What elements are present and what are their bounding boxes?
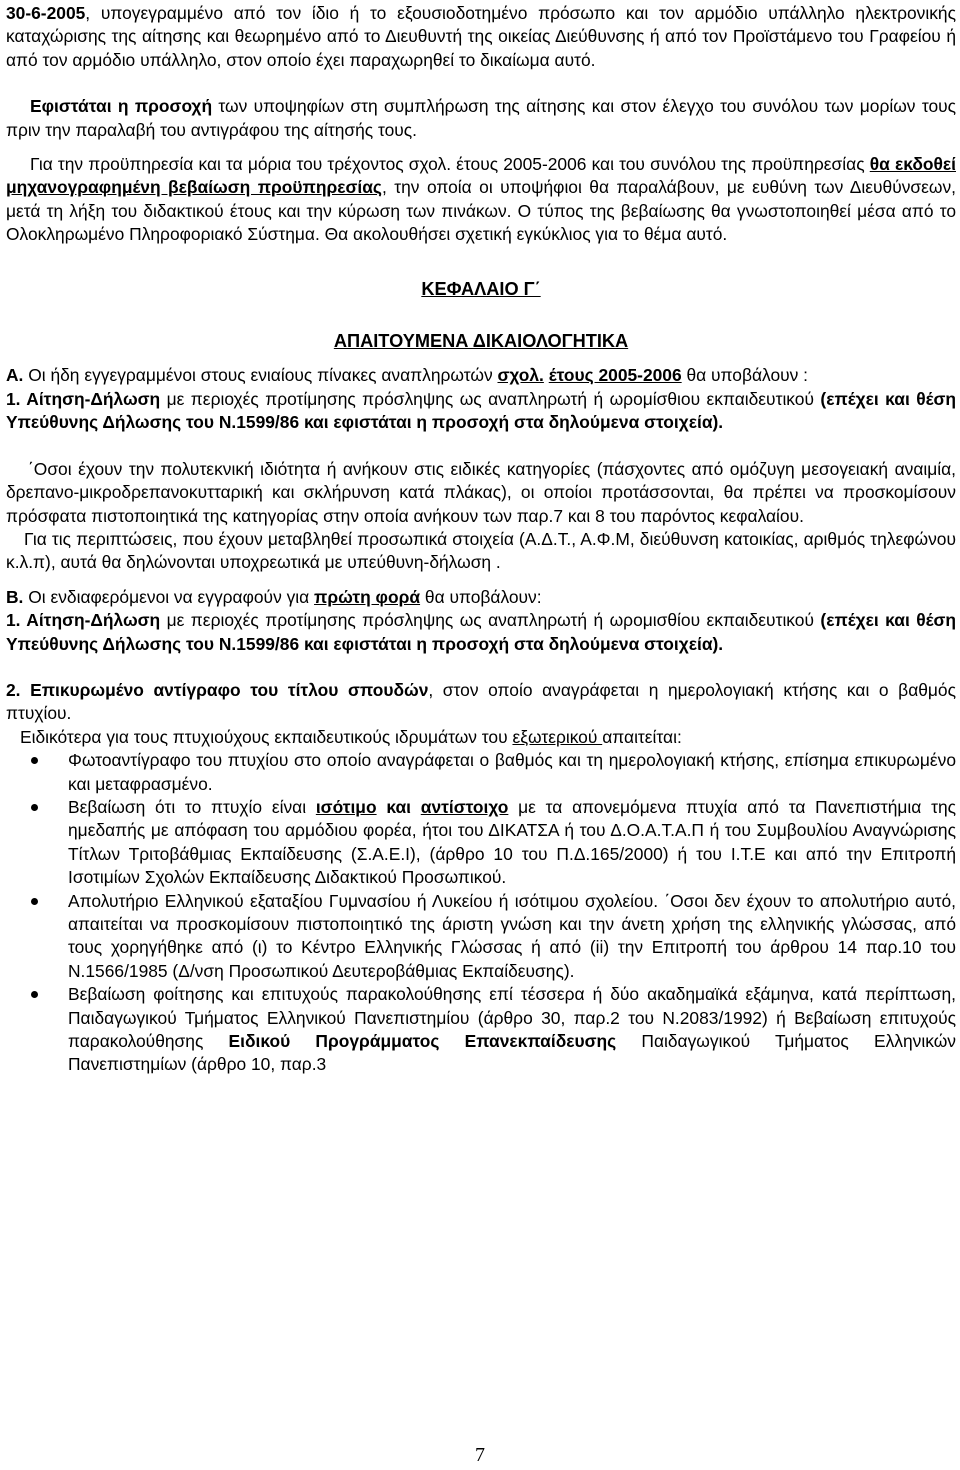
paragraph-submission: 30-6-2005, υπογεγραμμένο από τον ίδιο ή το εξουσιοδοτημένο πρόσωπο και τον αρμόδιο υπάλληλο ηλεκτρονικής καταχώρισης της αίτησης και θεωρημένο από το Διευθυντή της οικείας Διεύθυνσης ή από τον Προϊστάμενο του Γραφείου ή από τον αρμόδιο υπάλληλο, στον οποίο έχει παραχωρηθεί το δικαίωμα αυτό. <box>6 3 956 70</box>
paragraph-foreign-graduates: Ειδικότερα για τους πτυχιούχους εκπαιδευτικούς ιδρυμάτων του εξωτερικού απαιτείται: <box>20 726 682 747</box>
requirements-list <box>6 749 956 1077</box>
paragraph-attention: Εφιστάται η προσοχή των υποψηφίων στη συμπλήρωση της αίτησης και στον έλεγχο του συνόλου των μορίων τους πριν την παραλαβή του αντιγράφου της αίτησής τους. <box>6 96 957 140</box>
paragraph-special-categories: ΄Οσοι έχουν την πολυτεκνική ιδιότητα ή ανήκουν στις ειδικές κατηγορίες (πάσχοντες από ομόζυγη μεσογειακή αναιμία, δρεπανο-μικροδρεπανοκυτταρική και σκλήρυνση κατά πλάκας), οι οποίοι προτάσσονται, θα πρέπει να προσκομίσουν πρόσφατα πιστοποιητικά της κατηγορίας στην οποία ανήκουν των παρ.7 και 8 του παρόντος κεφαλαίου. <box>6 458 956 526</box>
section-b-item-1: 1. Αίτηση-Δήλωση με περιοχές προτίμησης πρόσληψης ως αναπληρωτή ή ωρομισθίου εκπαιδευτικού (επέχει και θέση Υπεύθυνης Δήλωσης του Ν.1599/86 και εφιστάται η προσοχή στα δηλούμενα στοιχεία). <box>6 610 956 654</box>
list-item: Βεβαίωση ότι το πτυχίο είναι ισότιμο και αντίστοιχο με τα απονεμόμενα πτυχία από τα Πανεπιστήμια της ημεδαπής με απόφαση του αρμόδιου φορέα, ήτοι του ΔΙΚΑΤΣΑ ή του Δ.Ο.Α.Τ.Α.Π ή του Συμβουλίου Αναγνώρισης Τίτλων Τριτοβάθμιας Εκπαίδευσης (Σ.Α.Ε.Ι), (άρθρο 10 του Π.Δ.165/2000) ή του Ι.Τ.Ε και από την Επιτροπή Ισοτιμίων Σχολών Εκπαίδευσης Διδακτικού Προσωπικού. <box>6 796 956 890</box>
document-page <box>6 2 956 1077</box>
section-a-intro: Α. Οι ήδη εγγεγραμμένοι στους ενιαίους πίνακες αναπληρωτών σχολ. έτους 2005-2006 θα υποβάλουν : <box>6 365 809 386</box>
paragraph-service-record: Για την προϋπηρεσία και τα μόρια του τρέχοντος σχολ. έτους 2005-2006 και του συνόλου της προϋπηρεσίας θα εκδοθεί μηχανογραφημένη βεβαίωση προϋπηρεσίας, την οποία οι υποψήφιοι θα παραλάβουν, με ευθύνη των Διευθύνσεων, μετά τη λήξη του διδακτικού έτους και την κύρωση των πινάκων. Ο τύπος της βεβαίωσης θα γνωστοποιηθεί μέσα από το Ολοκληρωμένο Πληροφοριακό Σύστημα. Θα ακολουθήσει σχετική εγκύκλιος για το θέμα αυτό. <box>6 154 956 245</box>
section-b-item-2: 2. Επικυρωμένο αντίγραφο του τίτλου σπουδών, στον οποίο αναγράφεται η ημερολογιακή κτήσης και ο βαθμός πτυχίου. <box>6 679 956 724</box>
list-item: Φωτοαντίγραφο του πτυχίου στο οποίο αναγράφεται ο βαθμός και τη ημερολογιακή κτήσης, επίσημα επικυρωμένο και μεταφρασμένο. <box>6 749 956 796</box>
paragraph-personal-data: Για τις περιπτώσεις, που έχουν μεταβληθεί προσωπικά στοιχεία (Α.Δ.Τ., Α.Φ.Μ, διεύθυνση κατοικίας, αριθμός τηλεφώνου κ.λ.π), αυτά θα δηλώνονται υποχρεωτικά με υπεύθυνη-δήλωση . <box>6 528 956 573</box>
list-item: Βεβαίωση φοίτησης και επιτυχούς παρακολούθησης επί τέσσερα ή δύο ακαδημαϊκά εξάμηνα, κατά περίπτωση, Παιδαγωγικού Τμήματος Ελληνικού Πανεπιστημίου (άρθρο 30, παρ.2 του Ν.2083/1992) ή Βεβαίωση επιτυχούς παρακολούθησης Ειδικού Προγράμματος Επανεκπαίδευσης Παιδαγωγικού Τμήματος Ελληνικών Πανεπιστημίων (άρθρο 10, παρ.3 <box>6 983 956 1077</box>
chapter-subtitle: ΑΠΑΙΤΟΥΜΕΝΑ ΔΙΚΑΙΟΛΟΓΗΤΙΚΑ <box>333 331 629 352</box>
section-b-intro: Β. Οι ενδιαφερόμενοι να εγγραφούν για πρώτη φορά θα υποβάλουν: <box>6 586 542 607</box>
page-number: 7 <box>475 1444 485 1466</box>
chapter-title: ΚΕΦΑΛΑΙΟ Γ΄ <box>421 278 541 299</box>
list-item: Απολυτήριο Ελληνικού εξαταξίου Γυμνασίου ή Λυκείου ή ισότιμου σχολείου. ΄Οσοι δεν έχουν το απολυτήριο αυτό, απαιτείται να προσκομίσουν πιστοποιητικό της άριστη γνώση και την άνετη χρήση της ελληνικής γλώσσας, από τους χορηγήθηκε από (ι) το Κέντρο Ελληνικής Γλώσσας ή από (ii) την Επιτροπή του άρθρου 14 παρ.10 του Ν.1566/1985 (Δ/νση Προσωπικού Δευτεροβάθμιας Εκπαίδευσης). <box>6 890 956 984</box>
section-a-item-1: 1. Αίτηση-Δήλωση με περιοχές προτίμησης πρόσληψης ως αναπληρωτή ή ωρομίσθιου εκπαιδευτικού (επέχει και θέση Υπεύθυνης Δήλωσης του Ν.1599/86 και εφιστάται η προσοχή στα δηλούμενα στοιχεία). <box>6 388 956 433</box>
